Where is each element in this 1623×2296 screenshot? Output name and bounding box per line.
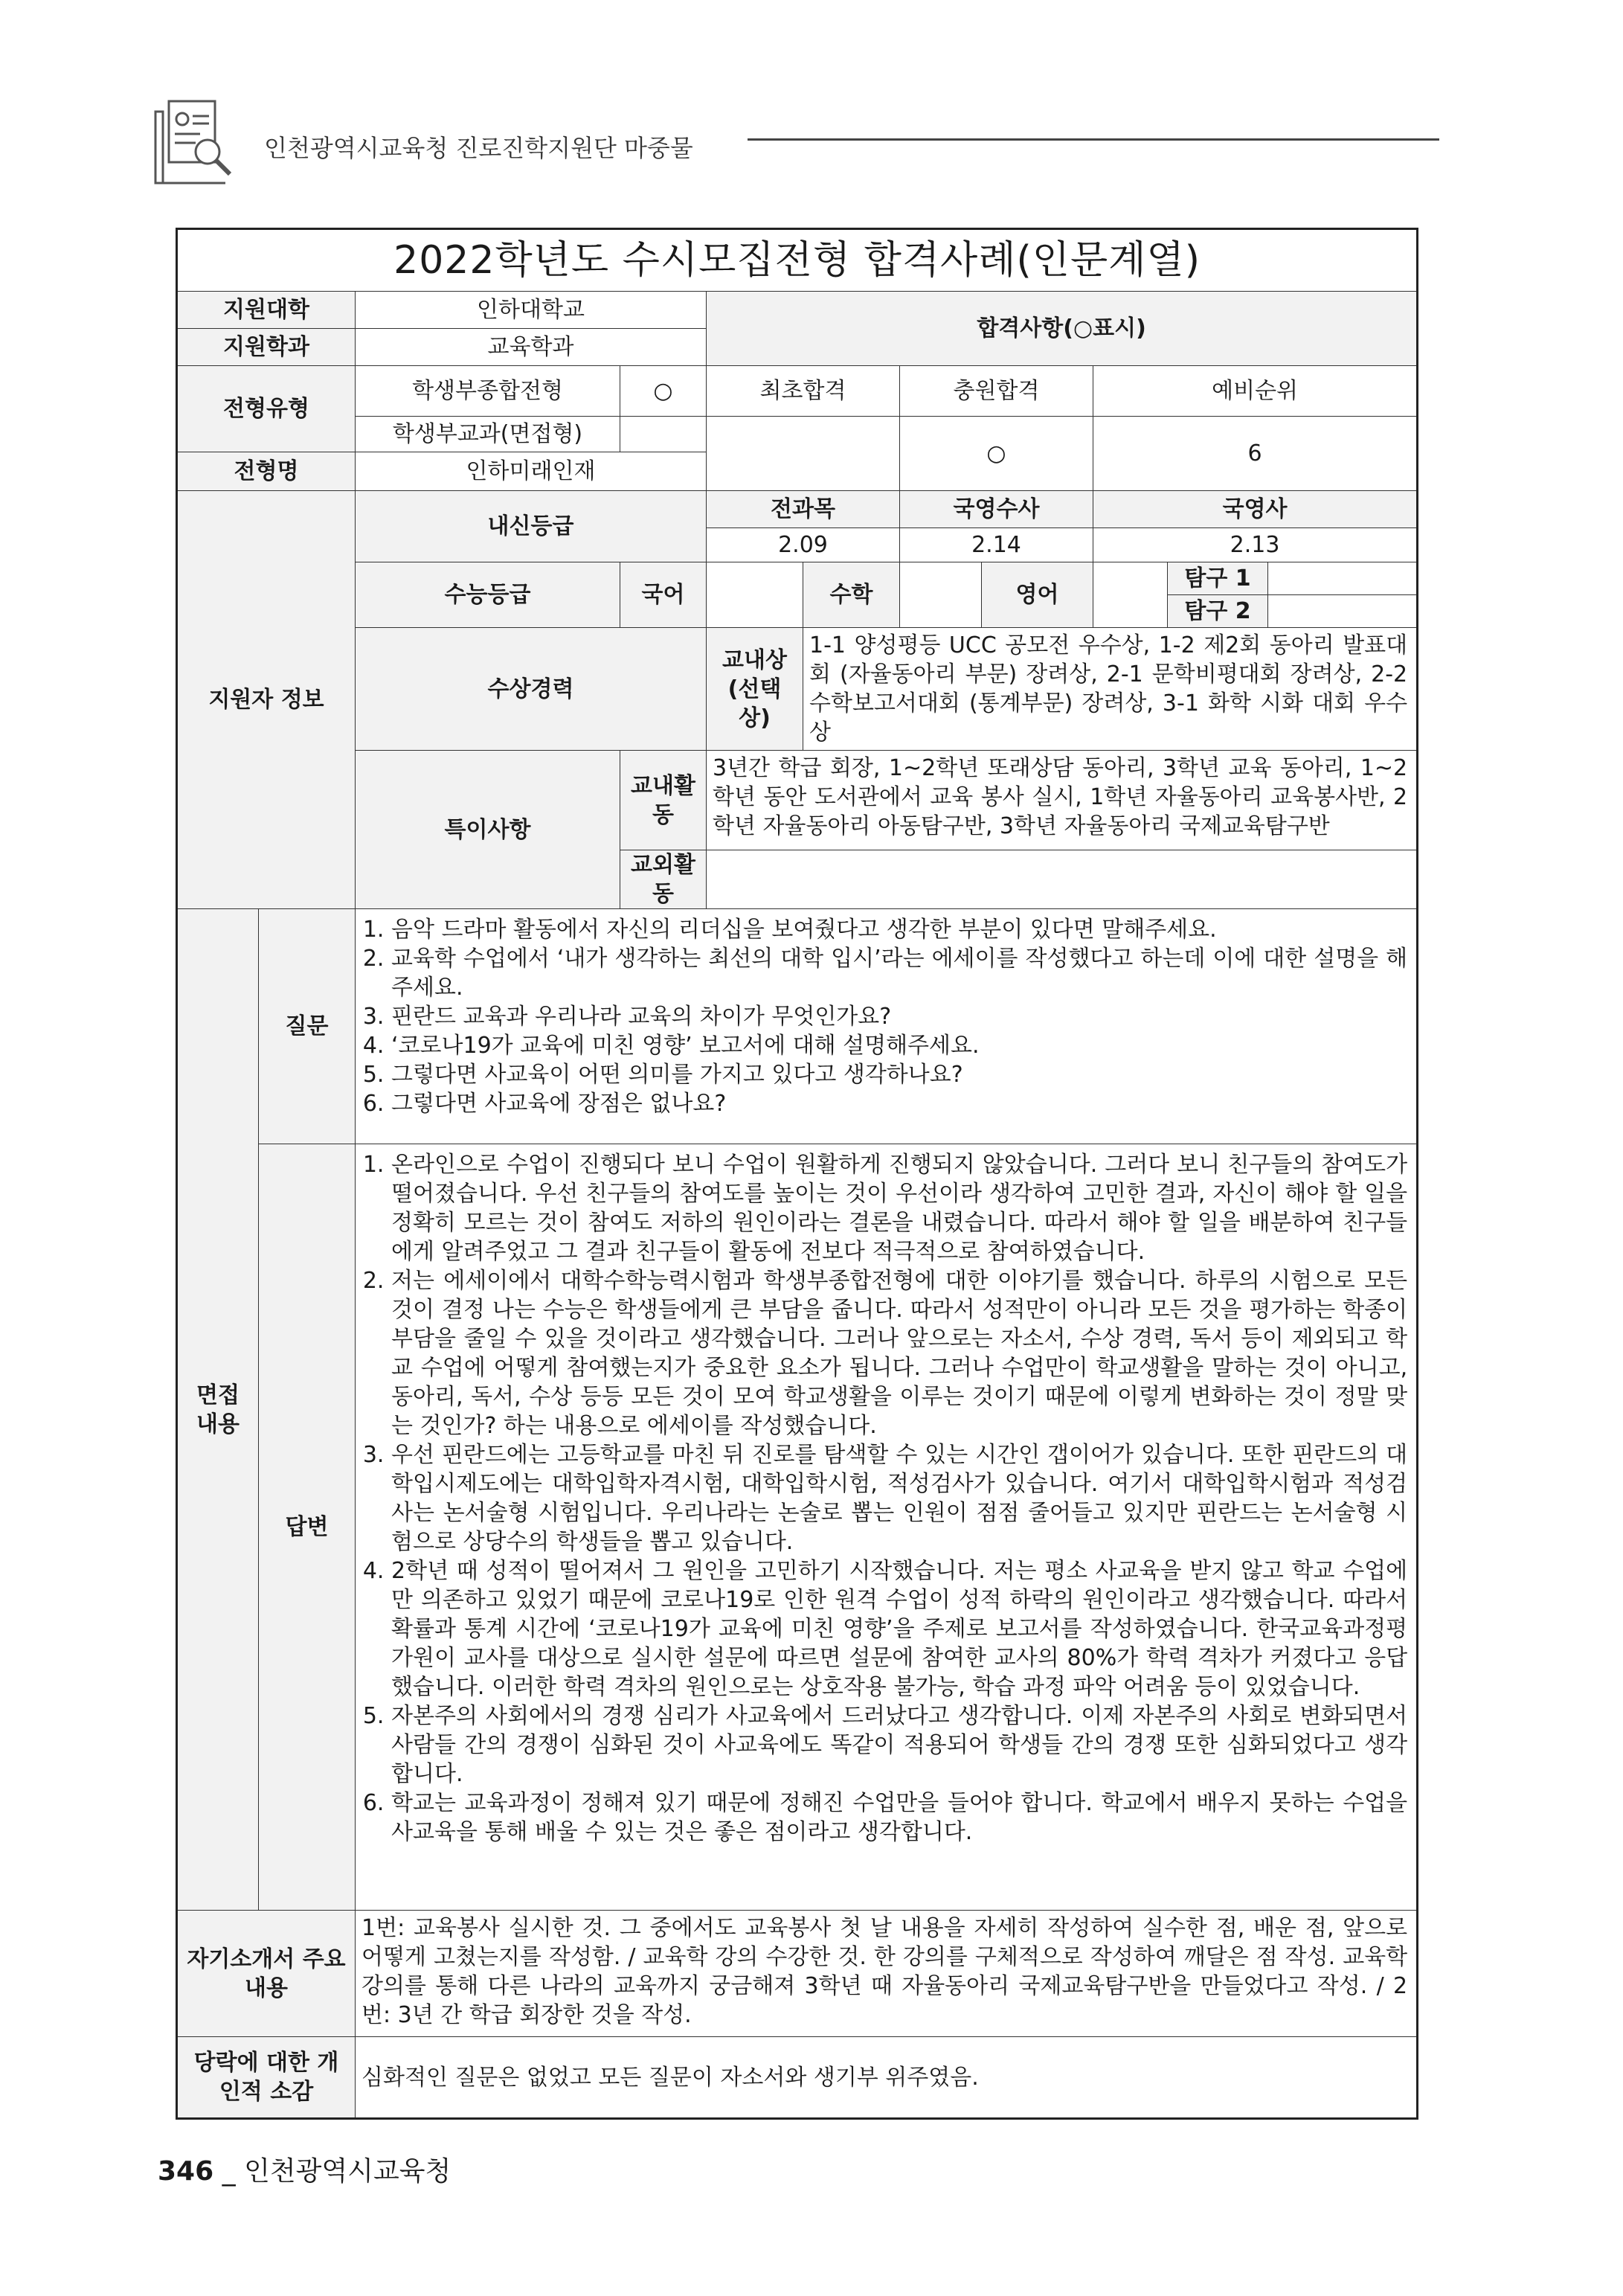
admission-type-1-mark: ○: [620, 366, 707, 417]
department-label: 지원학과: [177, 329, 356, 366]
admission-name-value: 인하미래인재: [356, 452, 707, 491]
answer-list: [361, 1150, 1407, 1847]
self-intro-text: 1번: 교육봉사 실시한 것. 그 중에서도 교육봉사 첫 날 내용을 자세히 작성하여 실수한 점, 배운 점, 앞으로 어떻게 고쳤는지를 작성함. / 교육학 강의 수강한 것. 한 강의를 구체적으로 작성하여 깨달은 점 작성. 교육학 강의를 통해 다른 나라의 교육까지 궁금해져 3학년 때 자율동아리 국제교육탐구반을 만들었다고 작성. / 2번: 3년 간 학급 회장한 것을 작성.: [356, 1911, 1418, 2037]
page-header: [152, 97, 1454, 179]
result-reserve-value: 6: [1093, 417, 1418, 491]
answer-item: 2. 저는 에세이에서 대학수학능력시험과 학생부종합전형에 대한 이야기를 했습니다. 하루의 시험으로 모든 것이 결정 나는 수능은 학생들에게 큰 부담을 줍니다. 따라서 성적만이 아니라 모든 것을 평가하는 학종이 부담을 줄일 수 있을 것이라고 생각했습니다. 그러나 앞으로는 자소서, 수상 경력, 독서 등이 제외되고 학교 수업에 어떻게 참여했는지가 중요한 요소가 됩니다. 그러나 수업만이 학교생활을 말하는 것이 아니고, 동아리, 독서, 수상 등등 모든 것이 모여 학교생활을 이루는 것이기 때문에 이렇게 변화하는 것이 정말 맞는 것인가? 하는 내용으로 에세이를 작성했습니다.: [391, 1266, 1407, 1440]
awards-text: 1-1 양성평등 UCC 공모전 우수상, 1-2 제2회 동아리 발표대회 (자율동아리 부문) 장려상, 2-1 문학비평대회 장려상, 2-2 수학보고서대회 (통계부문) 장려상, 3-1 화학 시화 대회 우수상: [803, 628, 1418, 751]
question-item: 2. 교육학 수업에서 ‘내가 생각하는 최선의 대학 입시’라는 에세이를 작성했다고 하는데 이에 대한 설명을 해주세요.: [391, 944, 1407, 1002]
answer-item: 6. 학교는 교육과정이 정해져 있기 때문에 정해진 수업만을 들어야 합니다. 학교에서 배우지 못하는 수업을 사교육을 통해 배울 수 있는 것은 좋은 점이라고 생각합니다.: [391, 1789, 1407, 1847]
document-search-icon: [152, 97, 234, 186]
answer-label: 답변: [259, 1144, 356, 1911]
impression-text: 심화적인 질문은 없었고 모든 질문이 자소서와 생기부 위주였음.: [356, 2037, 1418, 2119]
suneung-korean-value: [707, 562, 803, 628]
result-first-label: 최초합격: [707, 366, 900, 417]
answer-item: 1. 온라인으로 수업이 진행되다 보니 수업이 원활하게 진행되지 않았습니다. 그러다 보니 친구들의 참여도가 떨어졌습니다. 우선 친구들의 참여도를 높이는 것이 우선이라 생각하여 고민한 결과, 자신이 해야 할 일을 정확히 모르는 것이 참여도 저하의 원인이라는 결론을 내렸습니다. 따라서 해야 할 일을 배분하여 친구들에게 알려주었고 그 결과 친구들이 활동에 전보다 적극적으로 참여하였습니다.: [391, 1150, 1407, 1266]
applicant-info-label: 지원자 정보: [177, 491, 356, 909]
result-first-value: [707, 417, 900, 491]
result-added-value: ○: [900, 417, 1093, 491]
grade-kems-value: 2.14: [900, 528, 1093, 562]
header-divider: [748, 138, 1439, 141]
suneung-inquiry1-value: [1268, 562, 1418, 595]
suneung-english-value: [1093, 562, 1168, 628]
question-item: 5. 그렇다면 사교육이 어떤 의미를 가지고 있다고 생각하나요?: [391, 1060, 1407, 1089]
document-title: 2022학년도 수시모집전형 합격사례(인문계열): [177, 229, 1418, 292]
answer-item: 5. 자본주의 사회에서의 경쟁 심리가 사교육에서 드러났다고 생각합니다. 이제 자본주의 사회로 변화되면서 사람들 간의 경쟁이 심화된 것이 사교육에도 똑같이 적용되어 학생들 간의 경쟁 또한 심화되었다고 생각합니다.: [391, 1702, 1407, 1789]
department-value: 교육학과: [356, 329, 707, 366]
out-school-text: [707, 850, 1418, 909]
footer-separator: _: [222, 2156, 236, 2187]
admission-name-label: 전형명: [177, 452, 356, 491]
admission-type-2: 학생부교과(면접형): [356, 417, 620, 452]
grade-kes-value: 2.13: [1093, 528, 1418, 562]
suneung-inquiry2-value: [1268, 595, 1418, 628]
self-intro-label: 자기소개서 주요내용: [177, 1911, 356, 2037]
out-school-label: 교외활동: [620, 850, 707, 909]
interview-label: 면접 내용: [177, 909, 259, 1911]
suneung-math-value: [900, 562, 982, 628]
admission-type-2-mark: [620, 417, 707, 452]
suneung-inquiry1-label: 탐구 1: [1168, 562, 1268, 595]
page-footer: [158, 2150, 451, 2188]
admission-case-table: [176, 228, 1418, 2120]
suneung-label: 수능등급: [356, 562, 620, 628]
answer-item: 3. 우선 핀란드에는 고등학교를 마친 뒤 진로를 탐색할 수 있는 시간인 갭이어가 있습니다. 또한 핀란드의 대학입시제도에는 대학입학자격시험, 대학입학시험, 적성검사가 있습니다. 여기서 대학입학시험과 적성검사는 논서술형 시험입니다. 우리나라는 논술로 뽑는 인원이 점점 줄어들고 있지만 핀란드는 논서술형 시험으로 상당수의 학생들을 뽑고 있습니다.: [391, 1440, 1407, 1556]
impression-label: 당락에 대한 개인적 소감: [177, 2037, 356, 2119]
header-title: 인천광역시교육청 진로진학지원단 마중물: [264, 134, 693, 162]
suneung-english-label: 영어: [982, 562, 1093, 628]
admission-type-label: 전형유형: [177, 366, 356, 452]
question-item: 4. ‘코로나19가 교육에 미친 영향’ 보고서에 대해 설명해주세요.: [391, 1031, 1407, 1060]
special-label: 특이사항: [356, 751, 620, 909]
question-item: 1. 음악 드라마 활동에서 자신의 리더십을 보여줬다고 생각한 부분이 있다면 말해주세요.: [391, 915, 1407, 944]
question-item: 6. 그렇다면 사교육에 장점은 없나요?: [391, 1089, 1407, 1118]
questions-cell: [356, 909, 1418, 1144]
awards-sub-label: 교내상 (선택상): [707, 628, 803, 751]
grade-all-value: 2.09: [707, 528, 900, 562]
awards-label: 수상경력: [356, 628, 707, 751]
answers-cell: [356, 1144, 1418, 1911]
grade-all-label: 전과목: [707, 491, 900, 528]
question-list: [361, 915, 1407, 1118]
page-number: 346: [158, 2156, 214, 2187]
result-reserve-label: 예비순위: [1093, 366, 1418, 417]
school-grade-label: 내신등급: [356, 491, 707, 562]
university-label: 지원대학: [177, 292, 356, 329]
question-label: 질문: [259, 909, 356, 1144]
grade-kes-label: 국영사: [1093, 491, 1418, 528]
university-value: 인하대학교: [356, 292, 707, 329]
answer-item: 4. 2학년 때 성적이 떨어져서 그 원인을 고민하기 시작했습니다. 저는 평소 사교육을 받지 않고 학교 수업에만 의존하고 있었기 때문에 코로나19로 인한 원격 수업이 성적 하락의 원인이라고 생각했습니다. 따라서 확률과 통계 시간에 ‘코로나19가 교육에 미친 영향’을 주제로 보고서를 작성하였습니다. 한국교육과정평가원이 교사를 대상으로 실시한 설문에 따르면 설문에 참여한 교사의 80%가 학력 격차가 커졌다고 응답했습니다. 이러한 학력 격차의 원인으로는 상호작용 불가능, 학습 과정 파악 어려움 등이 있었습니다.: [391, 1556, 1407, 1702]
admission-type-1: 학생부종합전형: [356, 366, 620, 417]
suneung-korean-label: 국어: [620, 562, 707, 628]
footer-org: 인천광역시교육청: [244, 2156, 451, 2187]
grade-kems-label: 국영수사: [900, 491, 1093, 528]
result-added-label: 충원합격: [900, 366, 1093, 417]
in-school-text: 3년간 학급 회장, 1~2학년 또래상담 동아리, 3학년 교육 동아리, 1~2학년 동안 도서관에서 교육 봉사 실시, 1학년 자율동아리 교육봉사반, 2학년 자율동아리 아동탐구반, 3학년 자율동아리 국제교육탐구반: [707, 751, 1418, 850]
suneung-inquiry2-label: 탐구 2: [1168, 595, 1268, 628]
in-school-label: 교내활동: [620, 751, 707, 850]
question-item: 3. 핀란드 교육과 우리나라 교육의 차이가 무엇인가요?: [391, 1002, 1407, 1031]
result-header: 합격사항(○표시): [707, 292, 1418, 366]
suneung-math-label: 수학: [803, 562, 900, 628]
